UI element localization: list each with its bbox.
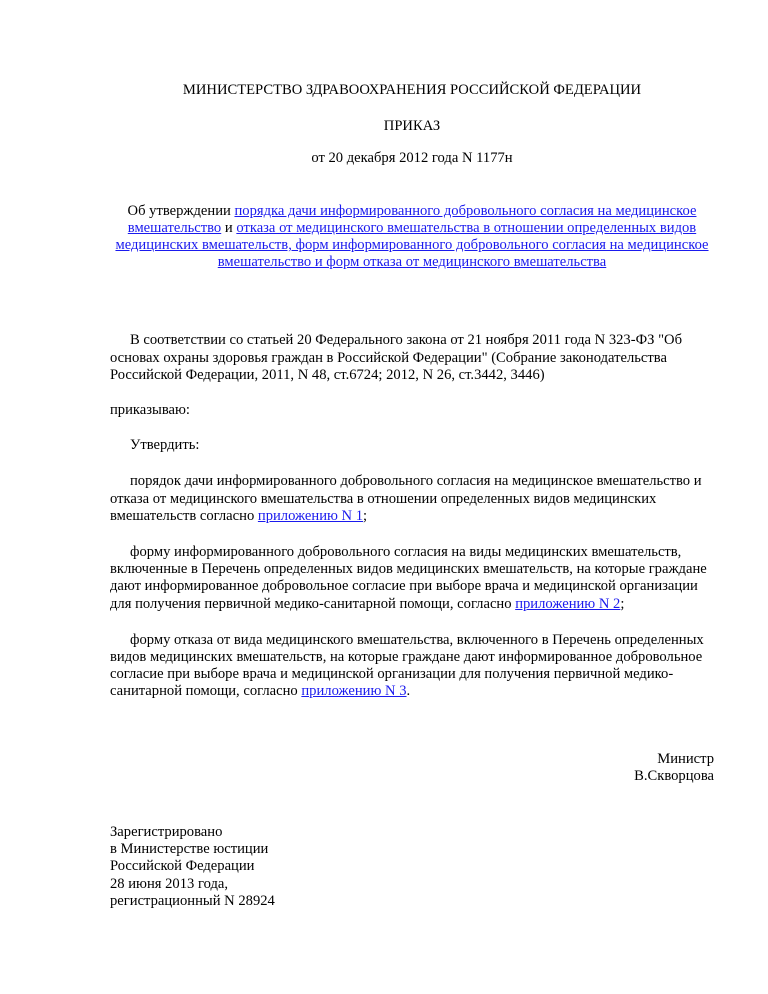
appendix-3-link[interactable]: приложению N 3 — [301, 683, 407, 700]
order-date: от 20 декабря 2012 года N 1177н — [311, 150, 513, 167]
title-prefix: Об утверждении — [127, 202, 235, 219]
approved-item-3-suffix: . — [406, 683, 411, 700]
approved-item-2 — [110, 544, 714, 613]
appendix-1-link[interactable]: приложению N 1 — [257, 507, 364, 524]
order-heading: ПРИКАЗ — [383, 118, 441, 135]
registration-date: 28 июня 2013 года, — [110, 875, 229, 892]
preamble-paragraph: В соответствии со статьей 20 Федерального закона от 21 ноября 2011 года N 323-ФЗ "Об основах охраны здоровья граждан в Российской Федерации" (Собрание законодательства Российской Федерации, 2011, N 48, ст.6724; 2012, N 26, ст.3442, 3446) — [110, 332, 683, 383]
order-directive: приказываю: — [110, 402, 190, 419]
registration-line-1: Зарегистрировано — [110, 824, 223, 841]
approved-item-1 — [110, 473, 714, 525]
approved-item-2-text: форму информированного добровольного согласия на виды медицинских вмешательств, включенные в Перечень определенных видов медицинских вмешательств, на которые граждане дают информированное добровольное согласие при выборе врача и медицинской организации для получения первичной медико-санитарной помощи, согласно — [110, 544, 707, 612]
approved-item-1-suffix: ; — [363, 507, 368, 524]
approved-item-3-text: форму отказа от вида медицинского вмешательства, включенного в Перечень определенных видов медицинских вмешательств, на которые граждане дают информированное добровольное согласие при выборе врача и медицинской организации для получения первичной медико-санитарной помощи, согласно — [110, 631, 704, 700]
signature-block — [110, 751, 714, 785]
ministry-name: МИНИСТЕРСТВО ЗДРАВООХРАНЕНИЯ РОССИЙСКОЙ ФЕДЕРАЦИИ — [182, 82, 642, 98]
approved-item-2-suffix: ; — [620, 595, 625, 612]
signatory-position: Министр — [657, 750, 714, 767]
title-conjunction: и — [221, 219, 237, 236]
approve-label: Утвердить: — [130, 437, 200, 454]
registration-line-2: в Министерстве юстиции — [110, 841, 269, 858]
order-title — [110, 203, 714, 272]
appendix-2-link[interactable]: приложению N 2 — [515, 595, 621, 612]
registration-number: регистрационный N 28924 — [110, 892, 275, 909]
signatory-name: В.Скворцова — [634, 767, 714, 784]
approved-item-1-text: порядок дачи информированного добровольного согласия на медицинское вмешательство и отказа от медицинского вмешательства в отношении определенных видов медицинских вмешательств согласно — [110, 473, 702, 524]
registration-line-3: Российской Федерации — [110, 858, 255, 875]
document-page — [110, 78, 714, 910]
approved-item-3 — [110, 632, 714, 701]
title-link-refusal-forms[interactable]: отказа от медицинского вмешательства в отношении определенных видов медицинских вмешательств, форм информированного добровольного согласия на медицинское вмешательство и форм отказа от медицинского вмешательства — [115, 219, 709, 271]
title-link-consent-procedure[interactable]: порядка дачи информированного добровольного согласия на медицинское вмешательство — [127, 202, 697, 236]
registration-block — [110, 824, 714, 910]
